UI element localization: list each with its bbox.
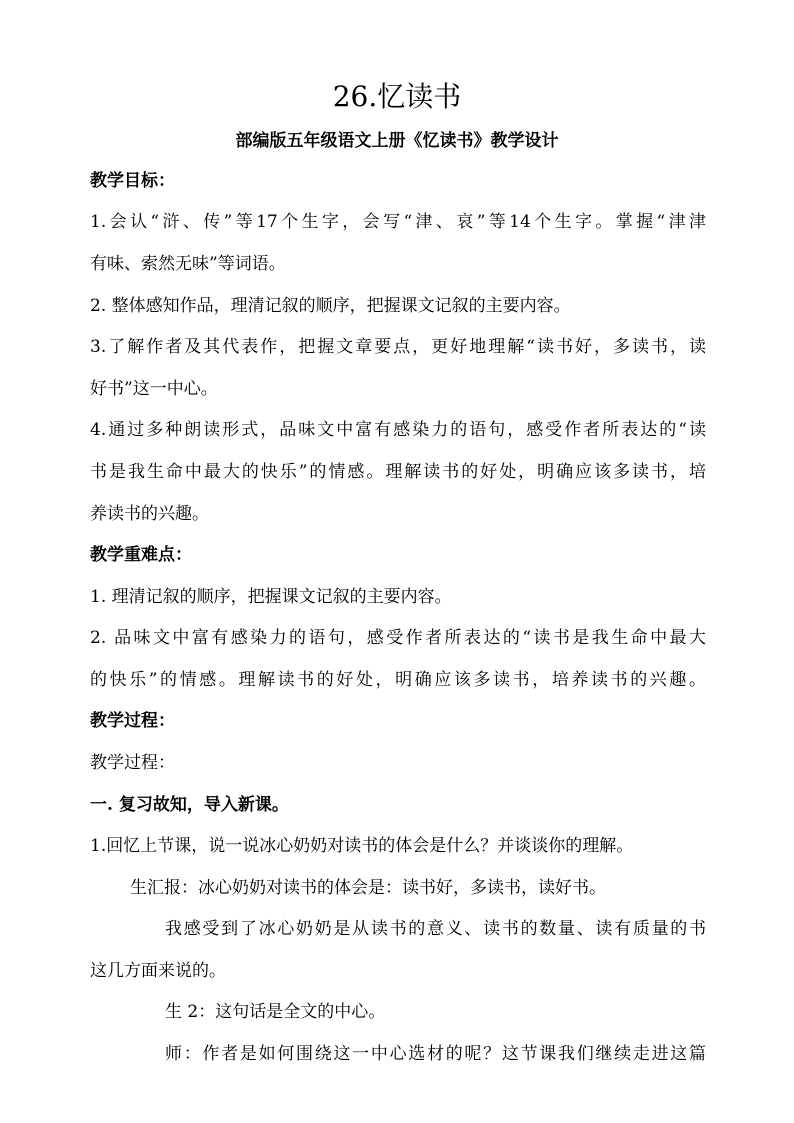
goal-1-line-1: 1.会认“浒、传”等17个生字，会写“津、哀”等14个生字。掌握“津津 [90, 212, 706, 232]
keypoints-heading: 教学重难点： [90, 545, 192, 565]
goal-4-line-2: 书是我生命中最大的快乐”的情感。理解读书的好处，明确应该多读书，培 [90, 462, 706, 482]
keypoint-2-line-2: 的快乐”的情感。理解读书的好处，明确应该多读书，培养读书的兴趣。 [90, 670, 706, 690]
process-heading: 教学过程： [90, 711, 175, 731]
question-1: 1.回忆上节课，说一说冰心奶奶对读书的体会是什么？并谈谈你的理解。 [90, 836, 634, 856]
section-1-heading: 一. 复习故知，导入新课。 [90, 795, 289, 815]
student-answer-2-line-1: 我感受到了冰心奶奶是从读书的意义、读书的数量、读有质量的书 [165, 919, 706, 939]
document-title: 26.忆读书 [332, 80, 462, 113]
goals-heading: 教学目标： [90, 171, 175, 191]
goal-3-line-2: 好书”这一中心。 [90, 379, 218, 399]
goal-4-line-3: 养读书的兴趣。 [90, 504, 209, 524]
document-subtitle: 部编版五年级语文上册《忆读书》教学设计 [235, 131, 559, 151]
student-answer-2-line-2: 这几方面来说的。 [90, 961, 226, 981]
teacher-remark: 师：作者是如何围绕这一中心选材的呢？这节课我们继续走进这篇 [165, 1044, 706, 1064]
goal-3-line-1: 3.了解作者及其代表作，把握文章要点，更好地理解“读书好，多读书，读 [90, 337, 706, 357]
student-2-answer: 生 2：这句话是全文的中心。 [165, 1002, 386, 1022]
process-subheading: 教学过程： [90, 753, 175, 773]
student-answer-1: 生汇报：冰心奶奶对读书的体会是：读书好，多读书，读好书。 [130, 878, 606, 898]
goal-1-line-2: 有味、索然无味”等词语。 [90, 254, 286, 274]
goal-4-line-1: 4.通过多种朗读形式，品味文中富有感染力的语句，感受作者所表达的“读 [90, 420, 706, 440]
goal-2: 2. 整体感知作品，理清记叙的顺序，把握课文记叙的主要内容。 [90, 296, 571, 316]
keypoint-1: 1. 理清记叙的顺序，把握课文记叙的主要内容。 [90, 587, 452, 607]
keypoint-2-line-1: 2. 品味文中富有感染力的语句，感受作者所表达的“读书是我生命中最大 [90, 628, 706, 648]
